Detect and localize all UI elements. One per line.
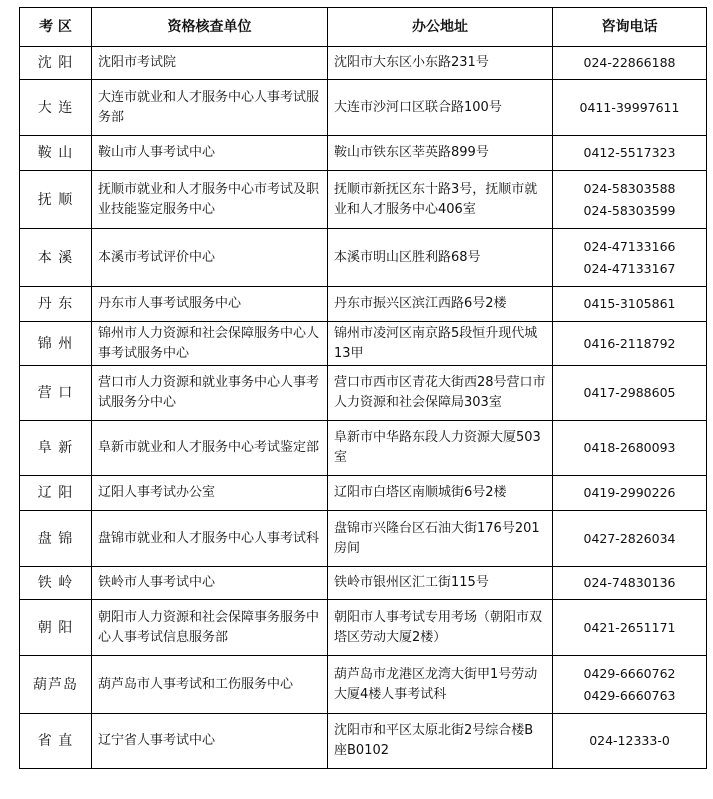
unit-cell: 抚顺市就业和人才服务中心市考试及职业技能鉴定服务中心 bbox=[92, 171, 328, 229]
phone-cell bbox=[553, 229, 707, 287]
phone-cell bbox=[553, 136, 707, 171]
phone-cell bbox=[553, 511, 707, 567]
region-cell: 省 直 bbox=[20, 714, 92, 769]
table-row bbox=[20, 511, 707, 567]
address-cell: 丹东市振兴区滨江西路6号2楼 bbox=[328, 287, 553, 322]
region-cell: 锦 州 bbox=[20, 322, 92, 366]
address-cell: 抚顺市新抚区东十路3号，抚顺市就业和人才服务中心406室 bbox=[328, 171, 553, 229]
phone-cell bbox=[553, 322, 707, 366]
table-row bbox=[20, 229, 707, 287]
unit-cell: 盘锦市就业和人才服务中心人事考试科 bbox=[92, 511, 328, 567]
unit-cell: 营口市人力资源和就业事务中心人事考试服务分中心 bbox=[92, 366, 328, 421]
table-row bbox=[20, 567, 707, 600]
region-cell: 本 溪 bbox=[20, 229, 92, 287]
table-row bbox=[20, 136, 707, 171]
unit-cell: 锦州市人力资源和社会保障服务中心人事考试服务中心 bbox=[92, 322, 328, 366]
unit-cell: 沈阳市考试院 bbox=[92, 47, 328, 80]
phone-number: 0416-2118792 bbox=[583, 335, 676, 351]
table-row bbox=[20, 47, 707, 80]
address-cell: 锦州市凌河区南京路5段恒升现代城13甲 bbox=[328, 322, 553, 366]
table-row bbox=[20, 322, 707, 366]
table-body bbox=[20, 47, 707, 769]
phone-number: 0412-5517323 bbox=[583, 145, 676, 160]
unit-cell: 鞍山市人事考试中心 bbox=[92, 136, 328, 171]
header-unit: 资格核查单位 bbox=[92, 8, 328, 47]
address-cell: 铁岭市银州区汇工街115号 bbox=[328, 567, 553, 600]
phone-number: 024-74830136 bbox=[583, 575, 676, 590]
phone-number: 024-58303599 bbox=[583, 202, 676, 218]
unit-cell: 大连市就业和人才服务中心人事考试服务部 bbox=[92, 80, 328, 136]
phone-number: 0429-6660763 bbox=[583, 687, 676, 703]
unit-cell: 朝阳市人力资源和社会保障事务服务中心人事考试信息服务部 bbox=[92, 600, 328, 656]
region-cell: 葫芦岛 bbox=[20, 656, 92, 714]
region-cell: 营 口 bbox=[20, 366, 92, 421]
exam-unit-table bbox=[19, 7, 707, 769]
region-cell: 大 连 bbox=[20, 80, 92, 136]
table-header-row bbox=[20, 8, 707, 47]
unit-cell: 辽宁省人事考试中心 bbox=[92, 714, 328, 769]
unit-cell: 丹东市人事考试服务中心 bbox=[92, 287, 328, 322]
address-cell: 鞍山市铁东区莘英路899号 bbox=[328, 136, 553, 171]
phone-cell bbox=[553, 47, 707, 80]
unit-cell: 阜新市就业和人才服务中心考试鉴定部 bbox=[92, 421, 328, 476]
phone-number: 024-22866188 bbox=[583, 55, 676, 70]
phone-cell bbox=[553, 171, 707, 229]
phone-number: 0411-39997611 bbox=[579, 99, 680, 115]
phone-number: 0415-3105861 bbox=[583, 296, 676, 311]
phone-cell bbox=[553, 287, 707, 322]
table-row bbox=[20, 476, 707, 511]
region-cell: 沈 阳 bbox=[20, 47, 92, 80]
table-row bbox=[20, 287, 707, 322]
header-region: 考 区 bbox=[20, 8, 92, 47]
phone-number: 024-12333-0 bbox=[589, 733, 670, 748]
phone-cell bbox=[553, 366, 707, 421]
table-row bbox=[20, 714, 707, 769]
phone-cell bbox=[553, 567, 707, 600]
phone-number: 024-47133166 bbox=[583, 238, 676, 254]
phone-number: 024-47133167 bbox=[583, 260, 676, 276]
address-cell: 辽阳市白塔区南顺城街6号2楼 bbox=[328, 476, 553, 511]
phone-cell bbox=[553, 714, 707, 769]
phone-number: 0421-2651171 bbox=[583, 619, 676, 635]
region-cell: 阜 新 bbox=[20, 421, 92, 476]
phone-number: 0417-2988605 bbox=[583, 385, 676, 400]
phone-cell bbox=[553, 656, 707, 714]
unit-cell: 铁岭市人事考试中心 bbox=[92, 567, 328, 600]
phone-cell bbox=[553, 476, 707, 511]
unit-cell: 辽阳人事考试办公室 bbox=[92, 476, 328, 511]
region-cell: 盘 锦 bbox=[20, 511, 92, 567]
address-cell: 本溪市明山区胜利路68号 bbox=[328, 229, 553, 287]
unit-cell: 葫芦岛市人事考试和工伤服务中心 bbox=[92, 656, 328, 714]
table-row bbox=[20, 656, 707, 714]
address-cell: 盘锦市兴隆台区石油大街176号201房间 bbox=[328, 511, 553, 567]
phone-cell bbox=[553, 600, 707, 656]
phone-number: 0418-2680093 bbox=[583, 440, 676, 455]
phone-number: 0419-2990226 bbox=[583, 485, 676, 500]
phone-cell bbox=[553, 80, 707, 136]
address-cell: 大连市沙河口区联合路100号 bbox=[328, 80, 553, 136]
table-row bbox=[20, 600, 707, 656]
region-cell: 铁 岭 bbox=[20, 567, 92, 600]
region-cell: 抚 顺 bbox=[20, 171, 92, 229]
phone-number: 0427-2826034 bbox=[583, 530, 676, 546]
region-cell: 朝 阳 bbox=[20, 600, 92, 656]
header-phone: 咨询电话 bbox=[553, 8, 707, 47]
address-cell: 朝阳市人事考试专用考场（朝阳市双塔区劳动大厦2楼） bbox=[328, 600, 553, 656]
table-row bbox=[20, 421, 707, 476]
region-cell: 丹 东 bbox=[20, 287, 92, 322]
table-row bbox=[20, 80, 707, 136]
address-cell: 沈阳市大东区小东路231号 bbox=[328, 47, 553, 80]
region-cell: 鞍 山 bbox=[20, 136, 92, 171]
phone-number: 024-58303588 bbox=[583, 180, 676, 196]
table-row bbox=[20, 171, 707, 229]
address-cell: 阜新市中华路东段人力资源大厦503室 bbox=[328, 421, 553, 476]
unit-cell: 本溪市考试评价中心 bbox=[92, 229, 328, 287]
phone-number: 0429-6660762 bbox=[583, 665, 676, 681]
phone-cell bbox=[553, 421, 707, 476]
region-cell: 辽 阳 bbox=[20, 476, 92, 511]
address-cell: 葫芦岛市龙港区龙湾大街甲1号劳动大厦4楼人事考试科 bbox=[328, 656, 553, 714]
table-row bbox=[20, 366, 707, 421]
header-address: 办公地址 bbox=[328, 8, 553, 47]
address-cell: 营口市西市区青花大街西28号营口市人力资源和社会保障局303室 bbox=[328, 366, 553, 421]
address-cell: 沈阳市和平区太原北街2号综合楼B座B0102 bbox=[328, 714, 553, 769]
